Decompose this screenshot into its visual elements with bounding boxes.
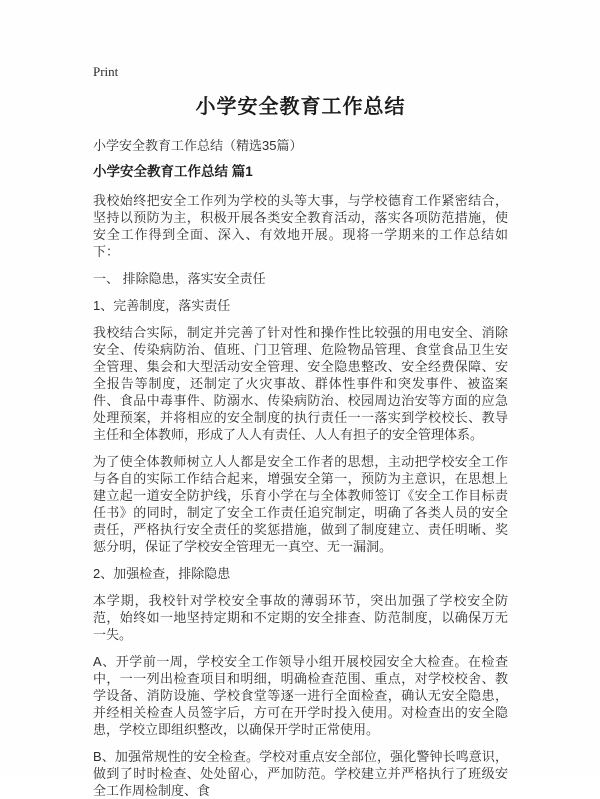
doc-subtitle: 小学安全教育工作总结（精选35篇） xyxy=(93,138,303,153)
paragraph: 本学期，我校针对学校安全事故的薄弱环节，突出加强了学校安全防范，始终如一地坚持定期和不定期的安全排查、防范制度，以确保万无一失。 xyxy=(93,593,508,642)
section-heading: 小学安全教育工作总结 篇1 xyxy=(93,164,253,179)
paragraph: 我校结合实际，制定并完善了针对性和操作性比较强的用电安全、消除安全、传染病防治、值班、门卫管理、危险物品管理、食堂食品卫生安全管理、集会和大型活动安全管理、安全隐患整改、安全经费保障、安全报告等制度，还制定了火灾事故、群体性事件和突发事件、被盗案件、食品中毒事件、防溺水、传染病防治、校园周边治安等方面的应急处理预案，并将相应的安全制度的执行责任一一落实到学校校长、教导主任和全体教师，形成了人人有责任、人人有担子的安全管理体系。 xyxy=(93,325,508,442)
paragraph: A、开学前一周，学校安全工作领导小组开展校园安全大检查。在检查中，一一列出检查项目和明细，明确检查范围、重点，对学校校舍、教学设备、消防设施、学校食堂等逐一进行全面检查，确认无安全隐患，并经相关检查人员签字后，方可在开学时投入使用。对检查出的安全隐患，学校立即组织整改，以确保开学时正常使用。 xyxy=(93,654,508,737)
list-heading: 1、完善制度，落实责任 xyxy=(93,298,231,313)
article-body xyxy=(93,192,508,799)
print-link[interactable]: Print xyxy=(93,64,119,79)
paragraph: 我校始终把安全工作列为学校的头等大事，与学校德育工作紧密结合，坚持以预防为主，积极开展各类安全教育活动，落实各项防范措施，使安全工作得到全面、深入、有效地开展。现将一学期来的工作总结如下： xyxy=(93,193,508,259)
paragraph: B、加强常规性的安全检查。学校对重点安全部位，强化警钟长鸣意识，做到了时时检查、处处留心，严加防范。学校建立并严格执行了班级安全工作周检制度、食 xyxy=(93,749,508,798)
list-heading: 一、 排除隐患，落实安全责任 xyxy=(93,271,266,286)
list-heading: 2、加强检查，排除隐患 xyxy=(93,566,231,581)
page-title: 小学安全教育工作总结 xyxy=(195,96,406,118)
paragraph: 为了使全体教师树立人人都是安全工作者的思想，主动把学校安全工作与各自的实际工作结合起来，增强安全第一，预防为主意识，在思想上建立起一道安全防护线，乐育小学在与全体教师签订《安全工作目标责任书》的同时，制定了安全工作责任追究制定，明确了各类人员的安全责任，严格执行安全责任的奖惩措施，做到了制度建立、责任明晰、奖惩分明，保证了学校安全管理无一真空、无一漏洞。 xyxy=(93,454,508,554)
